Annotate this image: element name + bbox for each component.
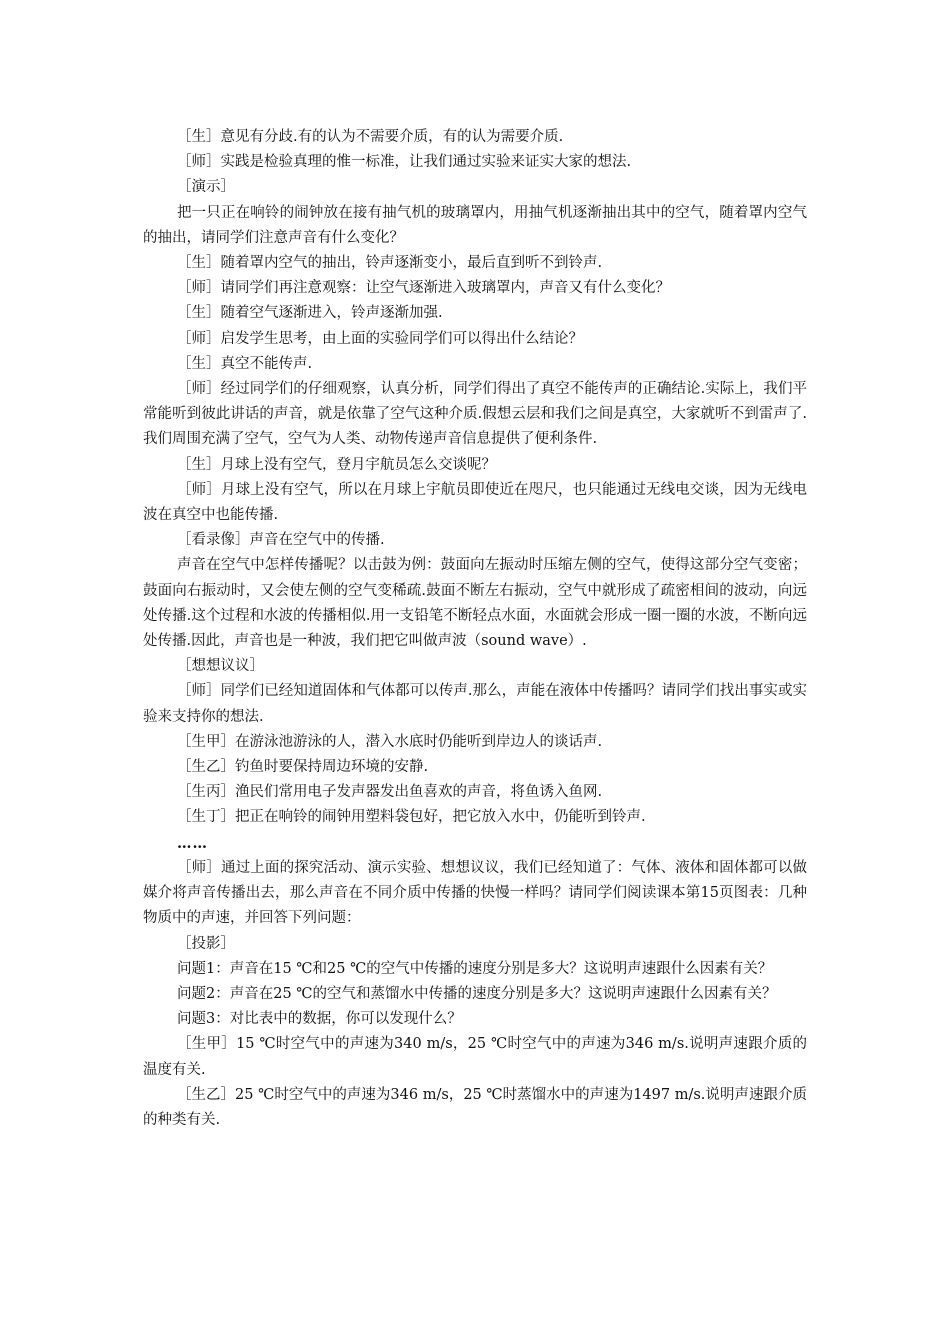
paragraph: ［生丁］把正在响铃的闹钟用塑料袋包好，把它放入水中，仍能听到铃声. [177, 809, 646, 826]
paragraph: ［师］同学们已经知道固体和气体都可以传声.那么，声能在液体中传播吗？请同学们找出事实或实验来支持你的想法. [143, 683, 807, 725]
paragraph: 把一只正在响铃的闹钟放在接有抽气机的玻璃罩内，用抽气机逐渐抽出其中的空气，随着罩内空气的抽出，请同学们注意声音有什么变化？ [143, 204, 807, 246]
paragraph: ［生］随着罩内空气的抽出，铃声逐渐变小，最后直到听不到铃声. [177, 255, 603, 272]
paragraph: ［看录像］声音在空气中的传播. [177, 532, 385, 549]
paragraph: ［师］经过同学们的仔细观察，认真分析，同学们得出了真空不能传声的正确结论.实际上，我们平常能听到彼此讲话的声音，就是依靠了空气这种介质.假想云层和我们之间是真空，大家就听不到雷声了.我们周围充满了空气，空气为人类、动物传递声音信息提供了便利条件. [143, 381, 807, 448]
paragraph: ［生丙］渔民们常用电子发声器发出鱼喜欢的声音，将鱼诱入鱼网. [177, 784, 603, 801]
question-paragraph: 问题3：对比表中的数据，你可以发现什么？ [177, 1011, 462, 1028]
paragraph: ［师］月球上没有空气，所以在月球上宇航员即使近在咫尺，也只能通过无线电交谈，因为无线电波在真空中也能传播. [143, 481, 807, 524]
question-paragraph: 问题1：声音在15 ℃和25 ℃的空气中传播的速度分别是多大？这说明声速跟什么因素有关？ [177, 960, 773, 977]
paragraph: ［生甲］15 ℃时空气中的声速为340 m/s，25 ℃时空气中的声速为346 m/s.说明声速跟介质的温度有关. [143, 1036, 807, 1078]
paragraph: ［投影］ [177, 935, 235, 952]
paragraph: ［师］启发学生思考，由上面的实验同学们可以得出什么结论？ [177, 330, 583, 347]
document-body [143, 125, 807, 1133]
paragraph: ［演示］ [177, 179, 235, 196]
paragraph: ［生乙］钓鱼时要保持周边环境的安静. [177, 759, 429, 776]
paragraph: ［生］月球上没有空气，登月宇航员怎么交谈呢？ [177, 456, 496, 473]
paragraph: ［想想议议］ [177, 658, 264, 675]
paragraph: 声音在空气中怎样传播呢？以击鼓为例：鼓面向左振动时压缩左侧的空气，使得这部分空气变密；鼓面向右振动时，又会使左侧的空气变稀疏.鼓面不断左右振动，空气中就形成了疏密相间的波动，向远处传播.这个过程和水波的传播相似.用一支铅笔不断轻点水面，水面就会形成一圈一圈的水波，不断向远处传播.因此，声音也是一种波，我们把它叫做声波（sound wave）. [143, 557, 807, 650]
ellipsis: …… [177, 834, 208, 852]
question-paragraph: 问题2：声音在25 ℃的空气和蒸馏水中传播的速度分别是多大？这说明声速跟什么因素有关？ [177, 985, 777, 1002]
paragraph: ［师］通过上面的探究活动、演示实验、想想议议，我们已经知道了：气体、液体和固体都可以做媒介将声音传播出去，那么声音在不同介质中传播的快慢一样吗？请同学们阅读课本第15页图表：几种物质中的声速，并回答下列问题： [143, 859, 807, 927]
paragraph: ［师］实践是检验真理的惟一标准，让我们通过实验来证实大家的想法. [177, 154, 632, 171]
paragraph: ［生乙］25 ℃时空气中的声速为346 m/s，25 ℃时蒸馏水中的声速为1497 m/s.说明声速跟介质的种类有关. [143, 1086, 807, 1128]
paragraph: ［生］随着空气逐渐进入，铃声逐渐加强. [177, 305, 443, 322]
paragraph: ［生］真空不能传声. [177, 355, 313, 372]
paragraph: ［师］请同学们再注意观察：让空气逐渐进入玻璃罩内，声音又有什么变化？ [177, 280, 670, 297]
paragraph: ［生］意见有分歧.有的认为不需要介质，有的认为需要介质. [177, 129, 564, 145]
paragraph: ［生甲］在游泳池游泳的人，潜入水底时仍能听到岸边人的谈话声. [177, 733, 603, 750]
